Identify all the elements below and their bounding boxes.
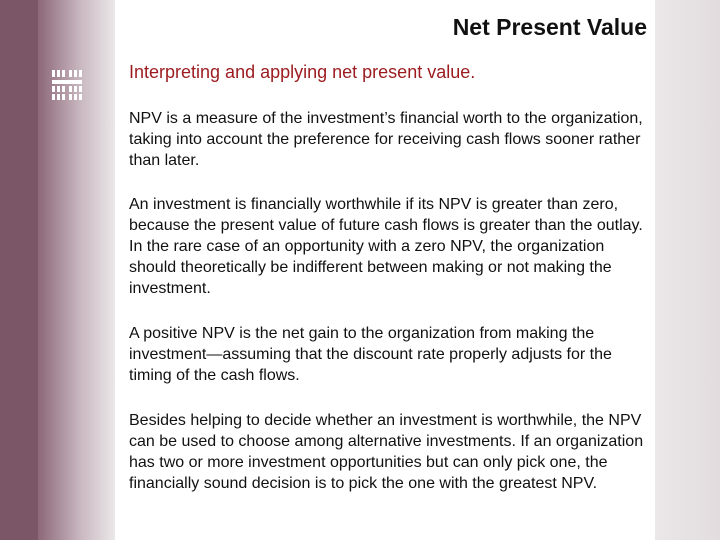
logo-icon — [50, 68, 84, 102]
left-dark-strip — [0, 0, 38, 540]
slide-subtitle: Interpreting and applying net present value. — [129, 62, 476, 82]
right-decorative-band — [655, 0, 720, 540]
paragraph-npv-definition: NPV is a measure of the investment’s financial worth to the organization, taking into account the preference for receiving cash flows sooner rather than later. — [129, 110, 643, 169]
paragraph-worthwhile-investment: An investment is financially worthwhile if its NPV is greater than zero, because the present value of future cash flows is greater than the outlay. In the rare case of an opportunity with a zero NPV, the organization should theoretically be indifferent between making or not making the investment. — [129, 196, 643, 297]
paragraph-choosing-alternatives: Besides helping to decide whether an investment is worthwhile, the NPV can be used to choose among alternative investments. If an organization has two or more investment opportunities but can only pick one, the financially sound decision is to pick the one with the greatest NPV. — [129, 412, 644, 492]
slide-title: Net Present Value — [452, 14, 647, 40]
paragraph-positive-npv: A positive NPV is the net gain to the organization from making the investment—assuming that the discount rate properly adjusts for the timing of the cash flows. — [129, 325, 612, 384]
slide-content — [115, 0, 655, 540]
